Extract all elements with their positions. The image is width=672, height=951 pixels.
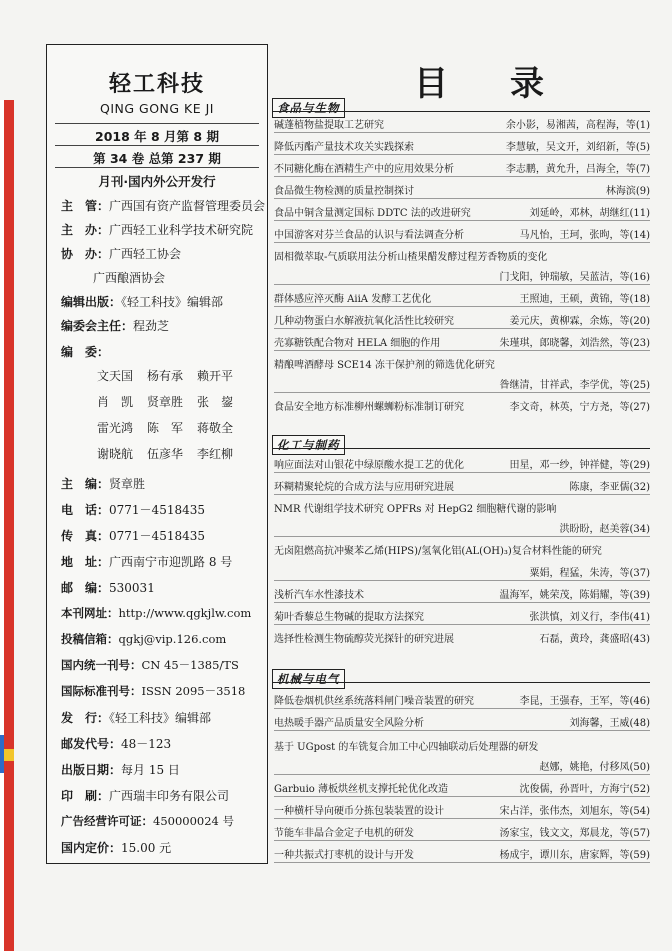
info-field: 编 委：: [61, 345, 110, 359]
board-member: 文天国: [97, 369, 134, 383]
toc-entry[interactable]: 无卤阻燃高抗冲聚苯乙烯(HIPS)/氢氧化铝(AL(OH)₃)复合材料性能的研究: [274, 546, 602, 557]
spine-top: [0, 0, 14, 100]
info-field: 电 话：0771－4518435: [61, 503, 205, 517]
section-rule: [272, 111, 650, 112]
board-member: 蒋敬全: [197, 421, 234, 435]
toc-entry[interactable]: 一种横杆导向硬币分拣包装装置的设计 宋占洋，张伟杰，刘旭东，等(54): [274, 802, 650, 819]
toc-entry[interactable]: 食品微生物检测的质量控制探讨 林海滨(9): [274, 182, 650, 199]
info-field: 广西酿酒协会: [93, 271, 166, 285]
board-member: 张 鋆: [197, 395, 234, 409]
board-member: 李红柳: [197, 447, 234, 461]
info-field: 邮 编：530031: [61, 581, 155, 595]
toc-entry[interactable]: 碱蓬植物盐提取工艺研究 余小影，易湘茜，高程海，等(1): [274, 116, 650, 133]
info-field: 主 管：广西国有资产监督管理委员会: [61, 199, 266, 213]
toc-entry-continued[interactable]: 昝继清，甘祥武，李学优，等(25): [274, 376, 650, 393]
toc-entry-continued[interactable]: 粟娟，程猛，朱涛，等(37): [274, 564, 650, 581]
toc-entry[interactable]: 菊叶香藜总生物碱的提取方法探究 张洪慎，刘义行，李伟(41): [274, 608, 650, 625]
section-header-chemical-pharma: 化工与制药: [272, 434, 345, 455]
toc-entry-continued[interactable]: 门戈阳，钟瑞敏，吴蓝洁，等(16): [274, 268, 650, 285]
board-member: 赖开平: [197, 369, 234, 383]
toc-entry[interactable]: 浅析汽车水性漆技术 温海军，姚荣茂，陈娟耀，等(39): [274, 586, 650, 603]
red-spine-strip: [4, 0, 14, 951]
toc-entry[interactable]: Garbuio 薄板烘丝机支撑托轮优化改造 沈俊儒，孙晋叶，方海宁(52): [274, 780, 650, 797]
toc-entry[interactable]: 中国游客对芬兰食品的认识与看法调查分析 马凡怡，王珂，张昫，等(14): [274, 226, 650, 243]
info-field: 投稿信箱：qgkj@vip.126.com: [61, 632, 227, 646]
section-header-food-biology: 食品与生物: [272, 97, 345, 118]
board-member: 伍彦华: [147, 447, 184, 461]
toc-entry[interactable]: 选择性检测生物硫醇荧光探针的研究进展 石磊，黄玲，龚盛昭(43): [274, 634, 650, 645]
info-field: 地 址：广西南宁市迎凯路 8 号: [61, 555, 233, 569]
info-field: 本刊网址：http://www.qgkjlw.com: [61, 606, 252, 620]
divider: [55, 167, 259, 168]
board-member: 陈 军: [147, 421, 184, 435]
toc-entry[interactable]: 降低卷烟机供丝系统落料闸门噪音装置的研究 李昆，王强春，王军，等(46): [274, 692, 650, 709]
board-member: 谢晓航: [97, 447, 134, 461]
toc-entry[interactable]: 基于 UGpost 的车铣复合加工中心四轴联动后处理器的研发: [274, 742, 539, 753]
magazine-title: 轻工科技: [108, 72, 205, 97]
toc-entry[interactable]: 环糊精聚轮烷的合成方法与应用研究进展 陈康，李亚儒(32): [274, 478, 650, 495]
toc-entry[interactable]: 降低丙酯产量技术攻关实践探索 李慧敏，吴文开，刘绍新，等(5): [274, 138, 650, 155]
toc-entry[interactable]: 固相微萃取-气质联用法分析山楂果醋发酵过程芳香物质的变化: [274, 252, 548, 263]
board-member: 杨有承: [147, 369, 184, 383]
divider: [55, 123, 259, 124]
toc-entry[interactable]: 壳寡糖铁配合物对 HELA 细胞的作用 朱瑾琪，郎晓馨，刘浩然，等(23): [274, 334, 650, 351]
board-member: 雷光鸿: [97, 421, 134, 435]
info-field: 广告经营许可证：450000024 号: [61, 814, 235, 828]
info-field: 国内定价：15.00 元: [61, 841, 172, 855]
toc-entry-continued[interactable]: 赵娜，姚艳，付移凤(50): [274, 758, 650, 775]
info-field: 主 编：贤章胜: [61, 477, 146, 491]
toc-entry[interactable]: 一种共振式打枣机的设计与开发 杨成宇，谭川东，唐家辉，等(59): [274, 846, 650, 863]
info-field: 国内统一刊号：CN 45－1385/TS: [61, 658, 239, 672]
toc-entry[interactable]: 食品中铜含量测定国标 DDTC 法的改进研究 刘延岭，邓林，胡继红(11): [274, 204, 650, 221]
info-field: 传 真：0771－4518435: [61, 529, 205, 543]
divider: [55, 145, 259, 146]
board-member: 肖 凯: [97, 395, 134, 409]
info-field: 编辑出版：《轻工科技》编辑部: [61, 295, 224, 309]
publication-frequency: 月刊·国内外公开发行: [98, 174, 216, 189]
toc-entry[interactable]: 不同糖化酶在酒精生产中的应用效果分析 李志鹏，黄允升，吕海全，等(7): [274, 160, 650, 177]
info-field: 出版日期：每月 15 日: [61, 763, 180, 777]
info-field: 编委会主任：程劲芝: [61, 319, 170, 333]
board-member: 贤章胜: [147, 395, 184, 409]
toc-entry[interactable]: 精酿啤酒酵母 SCE14 冻干保护剂的筛选优化研究: [274, 360, 495, 371]
toc-entry[interactable]: 几种动物蛋白水解液抗氧化活性比较研究 姜元庆，黄柳霖，余炼，等(20): [274, 312, 650, 329]
toc-entry[interactable]: NMR 代谢组学技术研究 OPFRs 对 HepG2 细胞糖代谢的影响: [274, 504, 557, 515]
toc-entry[interactable]: 食品安全地方标准柳州螺蛳粉标准制订研究 李文奇，林英，宁方尧，等(27): [274, 402, 650, 413]
section-rule: [272, 682, 650, 683]
toc-entry[interactable]: 节能车非晶合金定子电机的研发 汤家宝，钱文文，郑晨龙，等(57): [274, 824, 650, 841]
magazine-pinyin: QING GONG KE JI: [99, 101, 214, 116]
masthead-box: [46, 44, 268, 864]
toc-entry[interactable]: 群体感应淬灭酶 AiiA 发酵工艺优化 王照迪，王硕，黄锦，等(18): [274, 290, 650, 307]
toc-entry[interactable]: 响应面法对山银花中绿原酸水提工艺的优化 田星，邓一纱，钟祥健，等(29): [274, 456, 650, 473]
info-field: 发 行：《轻工科技》编辑部: [61, 711, 212, 725]
info-field: 主 办：广西轻工业科学技术研究院: [61, 223, 254, 237]
info-field: 印 刷：广西瑞丰印务有限公司: [61, 789, 230, 803]
toc-entry[interactable]: 电热暖手器产品质量安全风险分析 刘海馨，王威(48): [274, 714, 650, 731]
toc-entry-continued[interactable]: 洪盼盼，赵美蓉(34): [274, 520, 650, 537]
section-header-machinery-electrical: 机械与电气: [272, 668, 345, 689]
info-field: 邮发代号：48－123: [61, 737, 172, 751]
volume-number: 第 34 卷 总第 237 期: [93, 151, 221, 166]
section-rule: [272, 448, 650, 449]
color-registration-mark: [0, 735, 14, 773]
issue-date: 2018 年 8 月第 8 期: [95, 129, 219, 144]
info-field: 国际标准刊号：ISSN 2095－3518: [61, 684, 246, 698]
info-field: 协 办：广西轻工协会: [61, 247, 182, 261]
toc-heading: 目 录: [414, 64, 558, 104]
